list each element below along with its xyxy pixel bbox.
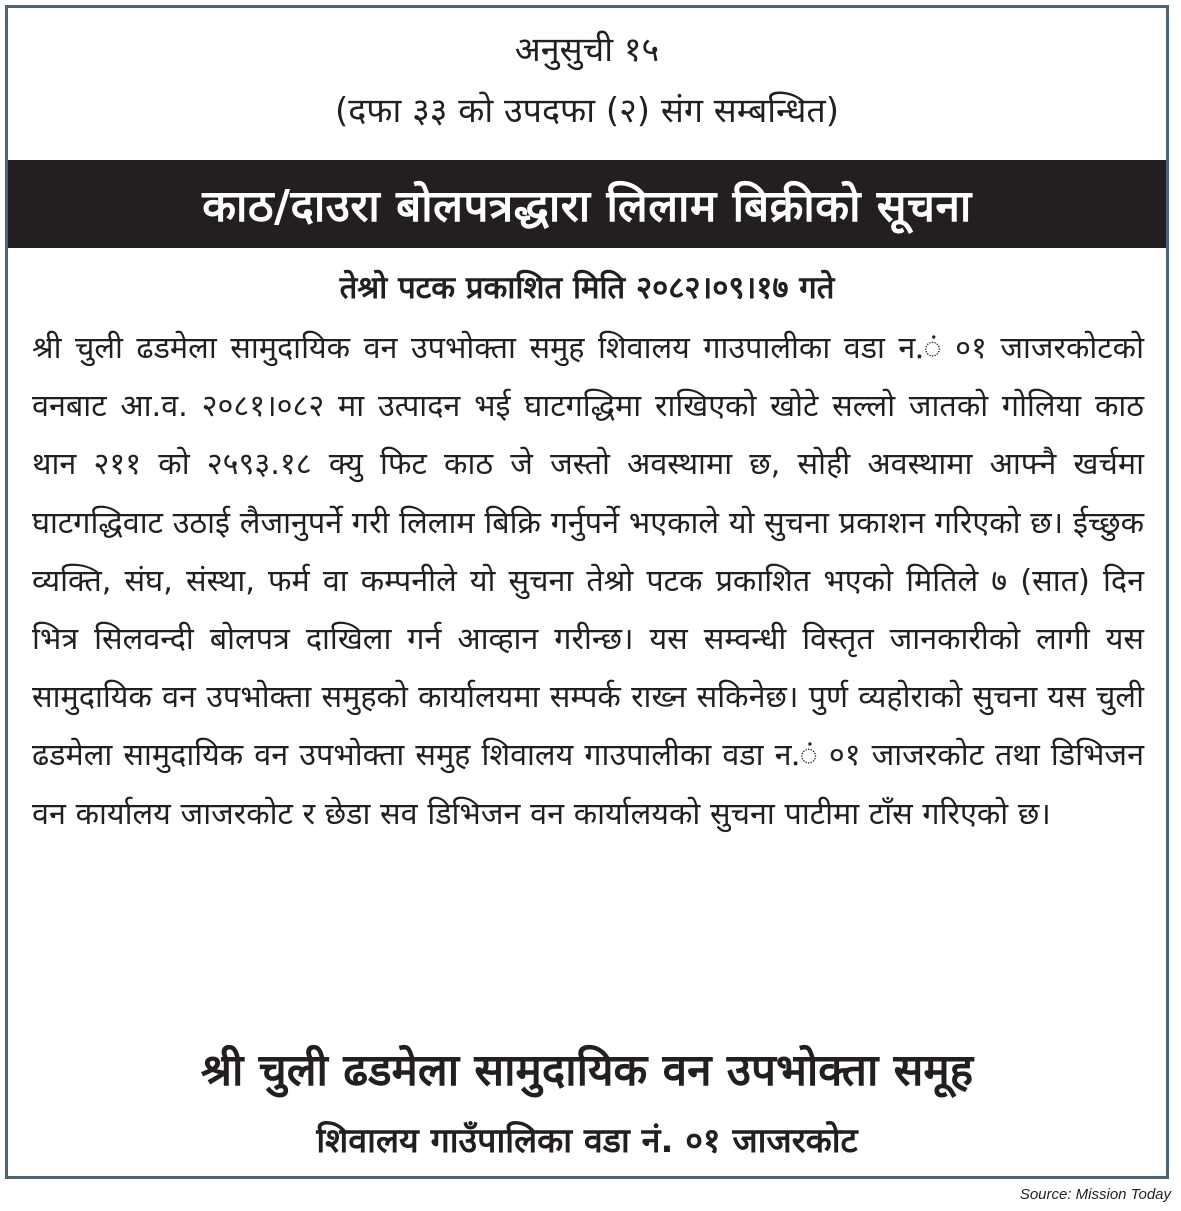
schedule-number: अनुसुची १५	[514, 30, 660, 70]
publication-date: तेश्रो पटक प्रकाशित मिति २०८२।०९।१७ गते	[339, 270, 835, 306]
notice-frame	[5, 5, 1169, 1179]
section-reference: (दफा ३३ को उपदफा (२) संग सम्बन्धित)	[334, 91, 840, 131]
title-band	[8, 160, 1166, 248]
issuer-address: शिवालय गाउँपालिका वडा नं. ०१ जाजरकोट	[316, 1121, 858, 1161]
notice-body: श्री चुली ढडमेला सामुदायिक वन उपभोक्ता समुह शिवालय गाउपालीका वडा न.ं ०१ जाजरकोटको वनबाट आ.व. २०८१।०८२ मा उत्पादन भई घाटगद्धिमा राखिएको खोटे सल्लो जातको गोलिया काठ थान २११ को २५९३.१८ क्यु फिट काठ जे जस्तो अवस्थामा छ, सोही अवस्थामा आफ्नै खर्चमा घाटगद्धिवाट उठाई लैजानुपर्ने गरी लिलाम बिक्रि गर्नुपर्ने भएकाले यो सुचना प्रकाशन गरिएको छ। ईच्छुक व्यक्ति, संघ, संस्था, फर्म वा कम्पनीले यो सुचना तेश्रो पटक प्रकाशित भएको मितिले ७ (सात) दिन भित्र सिलवन्दी बोलपत्र दाखिला गर्न आव्हान गरीन्छ। यस सम्वन्धी विस्तृत जानकारीको लागी यस सामुदायिक वन उपभोक्ता समुहको कार्यालयमा सम्पर्क राख्न सकिनेछ। पुर्ण व्यहोराको सुचना यस चुली ढडमेला सामुदायिक वन उपभोक्ता समुह शिवालय गाउपालीका वडा न.ं ०१ जाजरकोट तथा डिभिजन वन कार्यालय जाजरकोट र छेडा सव डिभिजन वन कार्यालयको सुचना पाटीमा टाँस गरिएको छ।	[32, 331, 1144, 832]
notice-title: काठ/दाउरा बोलपत्रद्धारा लिलाम बिक्रीको सूचना	[202, 181, 972, 232]
source-credit: Source: Mission Today	[1019, 1186, 1171, 1203]
issuer-name: श्री चुली ढडमेला सामुदायिक वन उपभोक्ता समूह	[200, 1045, 974, 1096]
